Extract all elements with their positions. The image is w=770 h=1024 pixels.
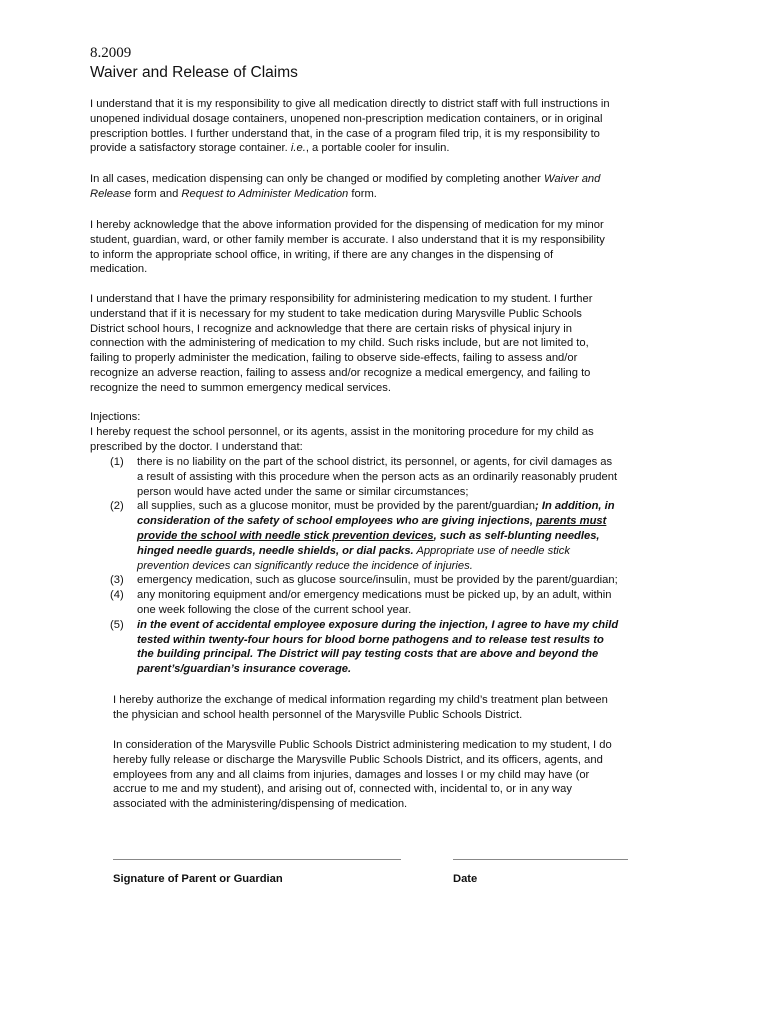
text-line — [137, 514, 690, 529]
underlined-emphasis: parents must — [536, 515, 607, 528]
text-segment: form. — [348, 187, 377, 200]
text-line: tested within twenty-four hours for blood borne pathogens and to release test results to — [137, 633, 604, 646]
text-line: student, guardian, ward, or other family member is accurate. I also understand that it is my responsibility — [90, 233, 605, 246]
text-line: failing to properly administer the medication, failing to observe side-effects, failing to assess and/or — [90, 352, 578, 365]
text-line: parent’s/guardian’s insurance coverage. — [137, 663, 352, 676]
parent-signature-line[interactable] — [113, 858, 401, 860]
emphasis-text: ; In addition, in — [535, 500, 615, 513]
page-title: Waiver and Release of Claims — [90, 64, 298, 81]
text-line: prescribed by the doctor. I understand that: — [90, 440, 303, 453]
text-line: person would have acted under the same or similar circumstances; — [137, 485, 469, 498]
form-name: Request to Administer Medication — [181, 187, 349, 200]
policy-code: 8.2009 — [90, 45, 132, 61]
text-line: I understand that it is my responsibility to give all medication directly to district staff with full instructions in — [90, 98, 610, 110]
list-number: (5) — [110, 618, 124, 631]
emphasis-text: consideration of the safety of school employees who are giving injections, — [137, 515, 537, 528]
list-item — [90, 573, 690, 588]
text-line: emergency medication, such as glucose source/insulin, must be provided by the parent/guardian; — [137, 574, 618, 587]
text-line: any monitoring equipment and/or emergency medications must be picked up, by an adult, within — [137, 589, 612, 602]
text-line: prevention devices can significantly reduce the incidence of injuries. — [137, 559, 473, 572]
list-number: (1) — [110, 456, 124, 468]
list-item — [90, 455, 690, 499]
list-item — [90, 618, 690, 677]
text-segment: provide a satisfactory storage container. — [90, 142, 291, 155]
text-line: accrue to me and my student), and arising out of, connected with, incidental to, or in any way — [113, 783, 572, 796]
text-segment: all supplies, such as a glucose monitor, must be provided by the parent/guardian — [137, 500, 536, 513]
release-paragraph — [113, 738, 713, 812]
text-line: there is no liability on the part of the school district, its personnel, or agents, for civil damages as — [137, 456, 613, 468]
text-line: in the event of accidental employee exposure during the injection, I agree to have my child — [137, 618, 619, 631]
date-label: Date — [453, 873, 478, 885]
text-line: prescription bottles. I further understand that, in the case of a program filed trip, it is my responsibility to — [90, 127, 600, 140]
text-line: recognize an adverse reaction, failing to assess and/or recognize a medical emergency, and failing to — [90, 366, 591, 379]
section-heading: Injections: — [90, 411, 141, 423]
text-line — [137, 499, 690, 514]
list-item — [90, 588, 690, 618]
emphasis-text: hinged needle guards, needle shields, or dial packs. — [137, 544, 414, 557]
text-line: one week following the close of the current school year. — [137, 603, 412, 616]
form-name: Waiver and — [544, 173, 601, 185]
injections-section — [90, 410, 690, 454]
text-line: the physician and school health personnel of the Marysville Public Schools District. — [113, 708, 523, 721]
text-line: hereby fully release or discharge the Marysville Public Schools District, and its officers, agents, and — [113, 753, 603, 766]
text-line — [137, 544, 690, 559]
text-line — [90, 187, 690, 202]
text-line: a result of assisting with this procedure when the person acts as an ordinarily reasonably prudent — [137, 470, 618, 483]
text-line: In consideration of the Marysville Public Schools District administering medication to my student, I do — [113, 739, 612, 751]
injection-conditions-list — [90, 455, 690, 677]
acknowledgement-paragraph — [90, 218, 690, 277]
italic-text: Appropriate use of needle stick — [413, 544, 570, 557]
underlined-emphasis: provide the school with needle stick prevention devices — [137, 529, 434, 542]
text-segment: form and — [131, 187, 182, 200]
text-line: unopened individual dosage containers, unopened non-prescription medication containers, or in original — [90, 112, 603, 125]
text-line: understand that if it is necessary for my student to take medication during Marysville Public Schools — [90, 307, 582, 320]
risk-acknowledgement-paragraph — [90, 292, 690, 396]
text-line: District school hours, I recognize and acknowledge that there are certain risks of physical injury in — [90, 322, 572, 335]
text-line — [90, 172, 690, 187]
text-line: to inform the appropriate school office, in writing, if there are any changes in the dispensing of — [90, 248, 554, 261]
text-line: recognize the need to summon emergency medical services. — [90, 381, 391, 394]
ie-abbreviation: i.e. — [290, 142, 306, 155]
dispensing-change-paragraph — [90, 172, 690, 202]
text-line: employees from any and all claims from injuries, damages and losses I or my child may have (or — [113, 768, 590, 781]
text-line: connection with the administering of medication to my child. Such risks include, but are not limited to, — [90, 337, 589, 350]
text-line: the building principal. The District will pay testing costs that are above and beyond the — [137, 648, 599, 661]
form-name: Release — [90, 187, 132, 200]
text-line — [90, 141, 690, 156]
list-number: (3) — [110, 574, 124, 587]
information-exchange-paragraph — [113, 693, 713, 723]
parent-signature-label: Signature of Parent or Guardian — [113, 873, 283, 885]
text-line: I understand that I have the primary responsibility for administering medication to my student. I further — [90, 293, 593, 305]
text-segment: , a portable cooler for insulin. — [305, 142, 450, 155]
text-line: medication. — [90, 263, 148, 276]
text-segment: In all cases, medication dispensing can only be changed or modified by completing another — [90, 173, 544, 185]
list-item — [90, 499, 690, 573]
date-signature-line[interactable] — [453, 858, 628, 860]
list-number: (2) — [110, 500, 124, 513]
text-line: associated with the administering/dispensing of medication. — [113, 798, 408, 811]
text-line: I hereby acknowledge that the above information provided for the dispensing of medication for my minor — [90, 219, 604, 231]
medication-responsibility-paragraph — [90, 97, 690, 156]
emphasis-text: , such as self-blunting needles, — [433, 529, 600, 542]
text-line: I hereby request the school personnel, or its agents, assist in the monitoring procedure for my child as — [90, 425, 594, 438]
text-line: I hereby authorize the exchange of medical information regarding my child’s treatment plan between — [113, 694, 608, 706]
text-line — [137, 529, 690, 544]
list-number: (4) — [110, 589, 124, 602]
